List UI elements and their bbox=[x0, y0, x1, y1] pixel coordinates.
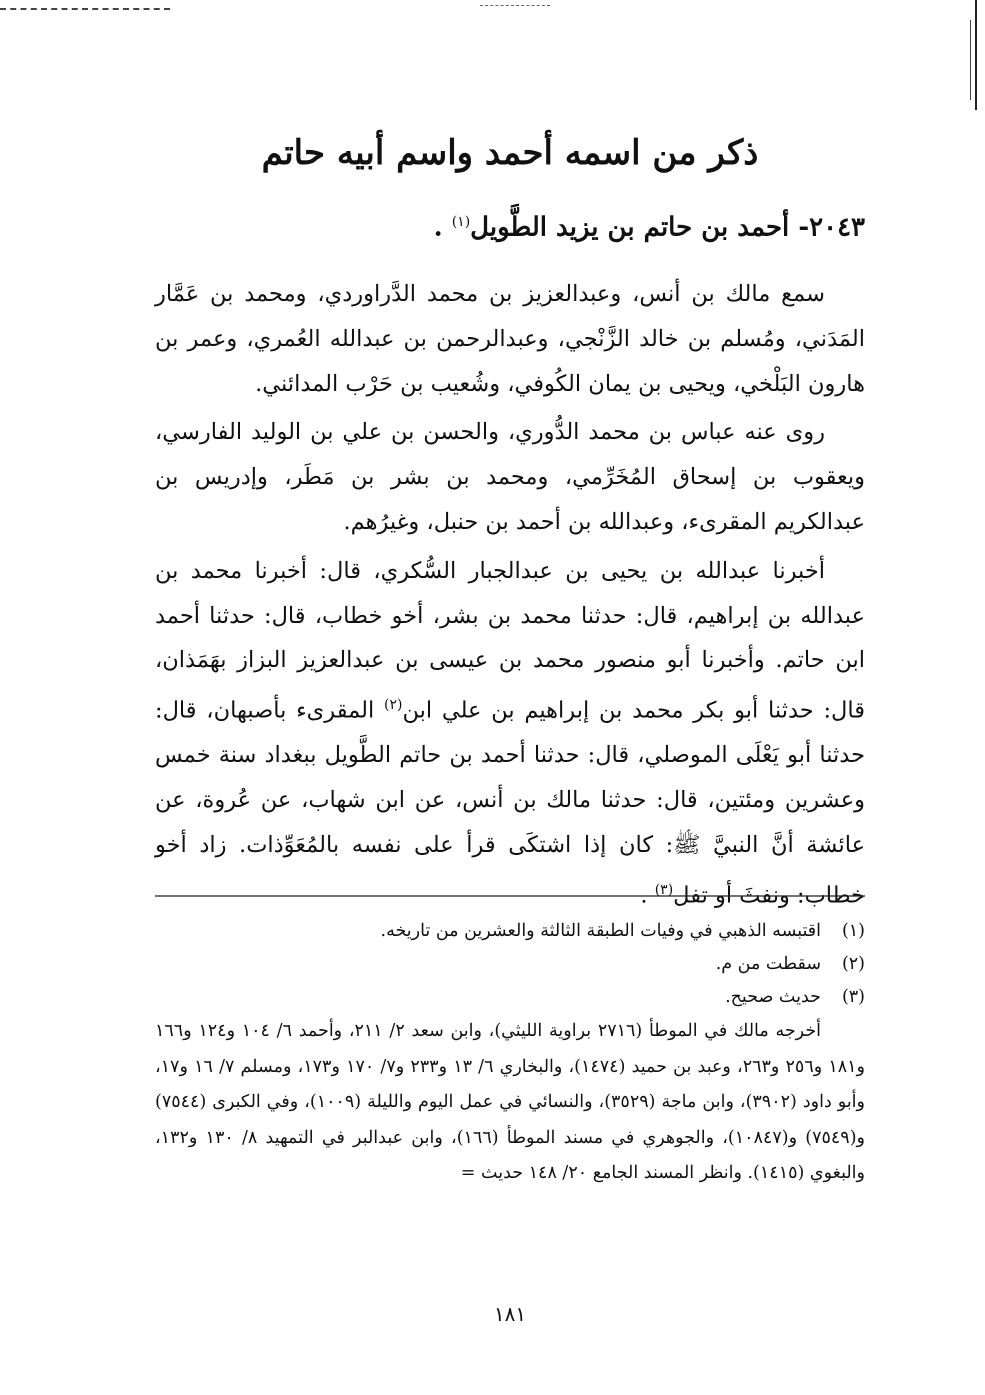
paragraph-students: روى عنه عباس بن محمد الدُّوري، والحسن بن علي بن الوليد الفارسي، ويعقوب بن إسحاق المُخَرِّمي، ومحمد بن بشر بن مَطَر، وإدريس بن عبدالكريم المقرىء، وعبدالله بن أحمد بن حنبل، وغيرُهم. bbox=[155, 419, 865, 535]
entry-number: ٢٠٤٣- bbox=[798, 212, 865, 243]
footnote-3-text: حديث صحيح. bbox=[725, 987, 821, 1007]
entry-name: أحمد بن حاتم بن يزيد الطَّويل bbox=[470, 212, 790, 243]
isnad-text-b: المقرىء بأصبهان، قال: حدثنا أبو يَعْلَى الموصلي، قال: حدثنا أحمد بن حاتم الطَّويل ببغداد سنة خمس وعشرين ومئتين، قال: حدثنا مالك بن أنس، عن ابن شهاب، عن عُروة، عن عائشة أنَّ النبيَّ ﷺ: كان إذا اشتكَى قرأ على نفسه بالمُعَوِّذات. زاد أخو خطاب: ونفثَ أو تفل bbox=[155, 697, 865, 909]
footnote-ref-2[interactable]: (٢) bbox=[383, 697, 403, 714]
scan-artifact-right-inner bbox=[970, 20, 971, 100]
footnote-ref-3[interactable]: (٣) bbox=[654, 881, 674, 898]
footnote-ref-1[interactable]: (١) bbox=[451, 214, 471, 230]
footnotes bbox=[155, 915, 865, 1192]
footnote-2-number: (٢) bbox=[841, 954, 865, 974]
scan-artifact-right bbox=[975, 0, 977, 110]
footnote-3-number: (٣) bbox=[841, 987, 865, 1007]
scan-artifact-top bbox=[0, 8, 170, 10]
footnote-2-text: سقطت من م. bbox=[715, 954, 821, 974]
footnote-separator bbox=[155, 895, 865, 897]
footnote-2 bbox=[155, 948, 865, 981]
scan-artifact-top-center bbox=[480, 5, 550, 6]
footnote-3-takhrij: أخرجه مالك في الموطأ (٢٧١٦ براوية الليثي)، وابن سعد ٢/ ٢١١، وأحمد ٦/ ١٠٤ و١٢٤ و١٦٦ و١٨١ و٢٥٦ و٢٦٣، وعبد بن حميد (١٤٧٤)، والبخاري ٦/ ١٣ و٢٣٣ و٧/ ١٧٠ و١٧٣، ومسلم ٧/ ١٦ و١٧، وأبو داود (٣٩٠٢)، وابن ماجة (٣٥٢٩)، والنسائي في عمل اليوم والليلة (١٠٠٩)، وفي الكبرى (٧٥٤٤) و(٧٥٤٩) و(١٠٨٤٧)، والجوهري في مسند الموطأ (١٦٦)، وابن عبدالبر في التمهيد ٨/ ١٣٠ و١٣٢، والبغوي (١٤١٥). وانظر المسند الجامع ٢٠/ ١٤٨ حديث = bbox=[155, 1021, 865, 1183]
body-text bbox=[155, 272, 865, 918]
section-heading: ذكر من اسمه أحمد واسم أبيه حاتم bbox=[261, 133, 759, 173]
isnad-tail: . bbox=[640, 882, 655, 909]
footnote-1-number: (١) bbox=[841, 921, 865, 941]
isnad-text-a: أخبرنا عبدالله بن يحيى بن عبدالجبار السُّكري، قال: أخبرنا محمد بن عبدالله بن إبراهيم، قال: حدثنا محمد بن بشر، أخو خطاب، قال: حدثنا أحمد ابن حاتم. وأخبرنا أبو منصور محمد بن عيسى بن عبدالعزيز البزاز بهَمَذان، قال: حدثنا أبو بكر محمد بن إبراهيم بن علي ابن bbox=[155, 557, 865, 724]
footnote-1-text: اقتبسه الذهبي في وفيات الطبقة الثالثة والعشرين من تاريخه. bbox=[380, 921, 821, 941]
page-number: ١٨١ bbox=[493, 1302, 527, 1326]
footnote-1 bbox=[155, 915, 865, 948]
entry-tail: . bbox=[433, 212, 443, 243]
entry-heading bbox=[155, 200, 865, 250]
footnote-3 bbox=[155, 981, 865, 1014]
paragraph-isnad bbox=[155, 549, 865, 918]
paragraph-teachers: سمع مالك بن أنس، وعبدالعزيز بن محمد الدَّراوردي، ومحمد بن عَمَّار المَدَني، ومُسلم بن خالد الزَّنْجي، وعبدالرحمن بن عبدالله العُمري، وعمر بن هارون البَلْخي، ويحيى بن يمان الكُوفي، وشُعيب بن حَرْب المدائني. bbox=[155, 281, 865, 397]
